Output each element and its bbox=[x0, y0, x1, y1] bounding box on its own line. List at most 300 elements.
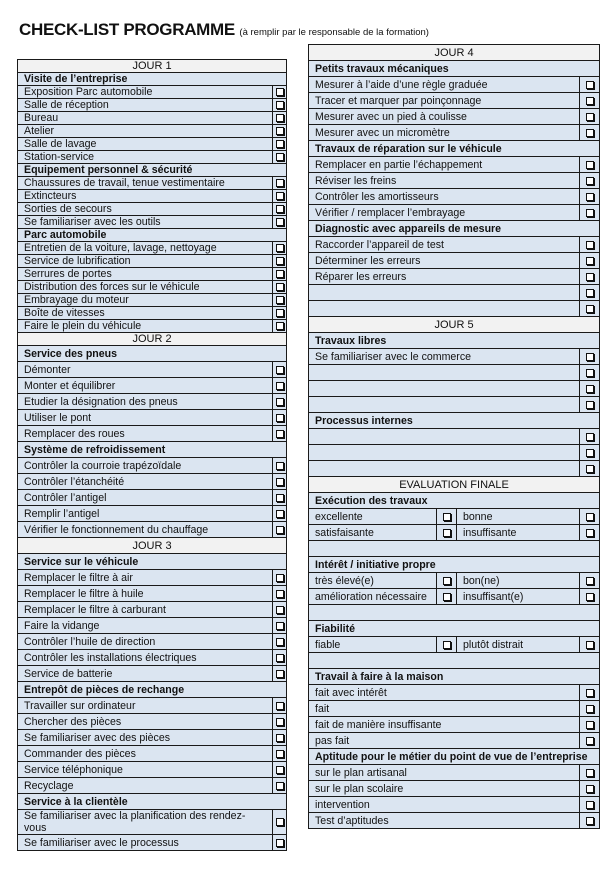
checkbox-cell[interactable] bbox=[273, 125, 287, 138]
item-label: Salle de réception bbox=[18, 99, 273, 112]
checklist-item bbox=[18, 602, 287, 618]
item-label: fait avec intérêt bbox=[309, 685, 580, 701]
checkbox-icon[interactable] bbox=[443, 513, 451, 521]
checkbox-icon[interactable] bbox=[276, 510, 284, 518]
spacer-cell bbox=[309, 653, 600, 669]
item-label: Mesurer à l’aide d’une règle graduée bbox=[309, 77, 580, 93]
checkbox-cell[interactable] bbox=[580, 797, 600, 813]
section-header-row bbox=[309, 493, 600, 509]
checklist-item bbox=[309, 301, 600, 317]
checkbox-icon[interactable] bbox=[586, 529, 594, 537]
item-label: Remplacer le filtre à air bbox=[18, 570, 273, 586]
checkbox-cell[interactable] bbox=[580, 365, 600, 381]
checkbox-cell[interactable] bbox=[580, 93, 600, 109]
evaluation-item bbox=[309, 685, 600, 701]
checkbox-icon[interactable] bbox=[443, 577, 451, 585]
checkbox-icon[interactable] bbox=[276, 257, 284, 265]
option-label: fiable bbox=[309, 637, 437, 653]
checkbox-cell[interactable] bbox=[580, 701, 600, 717]
checklist-item bbox=[18, 426, 287, 442]
checklist-item bbox=[18, 307, 287, 320]
checkbox-cell[interactable] bbox=[273, 268, 287, 281]
checkbox-cell[interactable] bbox=[580, 781, 600, 797]
checkbox-icon[interactable] bbox=[586, 801, 594, 809]
checkbox-icon[interactable] bbox=[276, 670, 284, 678]
checkbox-icon[interactable] bbox=[276, 526, 284, 534]
checkbox-cell[interactable] bbox=[580, 173, 600, 189]
section-header-row bbox=[18, 794, 287, 810]
day-header: EVALUATION FINALE bbox=[309, 477, 600, 493]
checklist-item bbox=[18, 778, 287, 794]
checkbox-cell[interactable] bbox=[580, 525, 600, 541]
checkbox-cell[interactable] bbox=[273, 698, 287, 714]
evaluation-option-row bbox=[309, 637, 600, 653]
item-label: Station-service bbox=[18, 151, 273, 164]
checkbox-cell[interactable] bbox=[580, 253, 600, 269]
checkbox-cell[interactable] bbox=[273, 138, 287, 151]
checkbox-cell[interactable] bbox=[580, 269, 600, 285]
checkbox-icon[interactable] bbox=[276, 750, 284, 758]
checkbox-cell[interactable] bbox=[580, 381, 600, 397]
checkbox-cell[interactable] bbox=[273, 458, 287, 474]
checklist-item bbox=[18, 177, 287, 190]
item-label: Vérifier le fonctionnement du chauffage bbox=[18, 522, 273, 538]
checklist-item bbox=[18, 634, 287, 650]
checklist-item bbox=[18, 125, 287, 138]
title-subtitle: (à remplir par le responsable de la formation) bbox=[239, 27, 429, 38]
evaluation-option-row bbox=[309, 525, 600, 541]
item-label: Distribution des forces sur le véhicule bbox=[18, 281, 273, 294]
checkbox-icon[interactable] bbox=[276, 606, 284, 614]
day-header: JOUR 1 bbox=[18, 60, 287, 73]
checkbox-icon[interactable] bbox=[586, 97, 594, 105]
spacer-row bbox=[309, 605, 600, 621]
day-header: JOUR 3 bbox=[18, 538, 287, 554]
checkbox-icon[interactable] bbox=[586, 209, 594, 217]
checkbox-icon[interactable] bbox=[276, 702, 284, 710]
checkbox-cell[interactable] bbox=[273, 618, 287, 634]
checkbox-cell[interactable] bbox=[273, 570, 287, 586]
checkbox-icon[interactable] bbox=[586, 785, 594, 793]
item-label: Sorties de secours bbox=[18, 203, 273, 216]
checkbox-icon[interactable] bbox=[276, 590, 284, 598]
checklist-item bbox=[309, 77, 600, 93]
checklist-item bbox=[18, 138, 287, 151]
item-label: Contrôler l’huile de direction bbox=[18, 634, 273, 650]
checkbox-cell[interactable] bbox=[273, 650, 287, 666]
spacer-cell bbox=[309, 541, 600, 557]
checkbox-cell[interactable] bbox=[580, 685, 600, 701]
item-label: sur le plan artisanal bbox=[309, 765, 580, 781]
section-header-row bbox=[309, 749, 600, 765]
day-header-row bbox=[309, 477, 600, 493]
checklist-item bbox=[309, 237, 600, 253]
checkbox-icon[interactable] bbox=[586, 385, 594, 393]
checkbox-cell[interactable] bbox=[273, 586, 287, 602]
item-label: Monter et équilibrer bbox=[18, 378, 273, 394]
checkbox-icon[interactable] bbox=[586, 161, 594, 169]
checkbox-cell[interactable] bbox=[580, 445, 600, 461]
item-label: Service téléphonique bbox=[18, 762, 273, 778]
item-label: Utiliser le pont bbox=[18, 410, 273, 426]
checklist-item bbox=[309, 109, 600, 125]
checkbox-cell[interactable] bbox=[580, 205, 600, 221]
item-label: pas fait bbox=[309, 733, 580, 749]
checkbox-icon[interactable] bbox=[586, 433, 594, 441]
checkbox-icon[interactable] bbox=[443, 529, 451, 537]
checkbox-icon[interactable] bbox=[276, 366, 284, 374]
checkbox-cell[interactable] bbox=[580, 77, 600, 93]
item-label: Déterminer les erreurs bbox=[309, 253, 580, 269]
checkbox-icon[interactable] bbox=[276, 818, 284, 826]
section-title: Exécution des travaux bbox=[309, 493, 600, 509]
day-header-row bbox=[18, 538, 287, 554]
section-title: Parc automobile bbox=[18, 229, 287, 242]
day-header-row bbox=[18, 333, 287, 346]
checklist-item bbox=[18, 810, 287, 835]
item-label: Tracer et marquer par poinçonnage bbox=[309, 93, 580, 109]
checkbox-cell[interactable] bbox=[273, 634, 287, 650]
checklist-item bbox=[18, 86, 287, 99]
section-title: Processus internes bbox=[309, 413, 600, 429]
checkbox-icon[interactable] bbox=[276, 766, 284, 774]
checkbox-cell[interactable] bbox=[580, 237, 600, 253]
section-title: Service des pneus bbox=[18, 346, 287, 362]
checkbox-cell[interactable] bbox=[273, 394, 287, 410]
evaluation-item bbox=[309, 797, 600, 813]
checklist-item bbox=[18, 730, 287, 746]
item-label bbox=[309, 285, 580, 301]
checkbox-icon[interactable] bbox=[276, 270, 284, 278]
checkbox-icon[interactable] bbox=[276, 218, 284, 226]
checkbox-cell[interactable] bbox=[580, 125, 600, 141]
checkbox-cell[interactable] bbox=[437, 525, 457, 541]
checkbox-icon[interactable] bbox=[276, 205, 284, 213]
section-header-row bbox=[18, 229, 287, 242]
checklist-days-1-3 bbox=[17, 59, 287, 851]
checkbox-cell[interactable] bbox=[580, 301, 600, 317]
section-header-row bbox=[18, 682, 287, 698]
checkbox-icon[interactable] bbox=[586, 369, 594, 377]
checkbox-icon[interactable] bbox=[586, 513, 594, 521]
checklist-item bbox=[309, 381, 600, 397]
checkbox-icon[interactable] bbox=[586, 273, 594, 281]
item-label: Réviser les freins bbox=[309, 173, 580, 189]
checkbox-cell[interactable] bbox=[273, 362, 287, 378]
section-title: Equipement personnel & sécurité bbox=[18, 164, 287, 177]
item-label: intervention bbox=[309, 797, 580, 813]
checkbox-icon[interactable] bbox=[586, 305, 594, 313]
item-label: fait bbox=[309, 701, 580, 717]
checkbox-icon[interactable] bbox=[276, 127, 284, 135]
checklist-item bbox=[18, 378, 287, 394]
item-label: Se familiariser avec le processus bbox=[18, 835, 273, 851]
checklist-item bbox=[18, 281, 287, 294]
checklist-item bbox=[18, 394, 287, 410]
spacer-cell bbox=[309, 605, 600, 621]
checkbox-icon[interactable] bbox=[586, 593, 594, 601]
checkbox-icon[interactable] bbox=[586, 737, 594, 745]
checkbox-cell[interactable] bbox=[273, 426, 287, 442]
checklist-item bbox=[18, 362, 287, 378]
checkbox-cell[interactable] bbox=[273, 255, 287, 268]
checkbox-cell[interactable] bbox=[273, 506, 287, 522]
checkbox-cell[interactable] bbox=[273, 203, 287, 216]
checkbox-cell[interactable] bbox=[273, 99, 287, 112]
checkbox-icon[interactable] bbox=[276, 179, 284, 187]
checkbox-cell[interactable] bbox=[437, 589, 457, 605]
item-label: Mesurer avec un pied à coulisse bbox=[309, 109, 580, 125]
checkbox-icon[interactable] bbox=[586, 401, 594, 409]
option-label: excellente bbox=[309, 509, 437, 525]
item-label: Se familiariser avec le commerce bbox=[309, 349, 580, 365]
checkbox-icon[interactable] bbox=[276, 430, 284, 438]
checkbox-cell[interactable] bbox=[273, 835, 287, 851]
checklist-item bbox=[18, 99, 287, 112]
item-label: Se familiariser avec les outils bbox=[18, 216, 273, 229]
checkbox-cell[interactable] bbox=[273, 294, 287, 307]
checklist-item bbox=[18, 650, 287, 666]
checkbox-icon[interactable] bbox=[586, 641, 594, 649]
checklist-item bbox=[18, 746, 287, 762]
checkbox-cell[interactable] bbox=[273, 307, 287, 320]
checklist-item bbox=[18, 474, 287, 490]
option-label: bonne bbox=[457, 509, 580, 525]
item-label: Faire le plein du véhicule bbox=[18, 320, 273, 333]
item-label: Mesurer avec un micromètre bbox=[309, 125, 580, 141]
checkbox-icon[interactable] bbox=[276, 153, 284, 161]
checkbox-cell[interactable] bbox=[273, 602, 287, 618]
checkbox-icon[interactable] bbox=[586, 113, 594, 121]
checkbox-cell[interactable] bbox=[580, 589, 600, 605]
checkbox-cell[interactable] bbox=[273, 378, 287, 394]
item-label: Démonter bbox=[18, 362, 273, 378]
checkbox-icon[interactable] bbox=[276, 192, 284, 200]
checkbox-icon[interactable] bbox=[276, 734, 284, 742]
section-title: Aptitude pour le métier du point de vue de l’entreprise bbox=[309, 749, 600, 765]
checkbox-cell[interactable] bbox=[580, 189, 600, 205]
checkbox-icon[interactable] bbox=[276, 839, 284, 847]
item-label bbox=[309, 301, 580, 317]
checkbox-icon[interactable] bbox=[276, 478, 284, 486]
checklist-item bbox=[309, 253, 600, 269]
item-label: Recyclage bbox=[18, 778, 273, 794]
checkbox-icon[interactable] bbox=[276, 654, 284, 662]
checkbox-cell[interactable] bbox=[273, 281, 287, 294]
checkbox-icon[interactable] bbox=[276, 638, 284, 646]
checkbox-cell[interactable] bbox=[273, 490, 287, 506]
checkbox-cell[interactable] bbox=[580, 157, 600, 173]
checkbox-cell[interactable] bbox=[580, 813, 600, 829]
section-title: Système de refroidissement bbox=[18, 442, 287, 458]
checkbox-cell[interactable] bbox=[273, 242, 287, 255]
checklist-item bbox=[18, 506, 287, 522]
checkbox-cell[interactable] bbox=[437, 637, 457, 653]
checkbox-cell[interactable] bbox=[580, 509, 600, 525]
day-header: JOUR 5 bbox=[309, 317, 600, 333]
checkbox-icon[interactable] bbox=[443, 641, 451, 649]
checkbox-cell[interactable] bbox=[580, 429, 600, 445]
checkbox-cell[interactable] bbox=[580, 397, 600, 413]
item-label bbox=[309, 461, 580, 477]
checkbox-icon[interactable] bbox=[276, 414, 284, 422]
checklist-item bbox=[18, 242, 287, 255]
checkbox-cell[interactable] bbox=[580, 285, 600, 301]
checkbox-cell[interactable] bbox=[273, 410, 287, 426]
item-label bbox=[309, 429, 580, 445]
checkbox-icon[interactable] bbox=[586, 721, 594, 729]
item-label: Commander des pièces bbox=[18, 746, 273, 762]
checkbox-icon[interactable] bbox=[276, 462, 284, 470]
checkbox-icon[interactable] bbox=[276, 309, 284, 317]
option-label: plutôt distrait bbox=[457, 637, 580, 653]
checkbox-icon[interactable] bbox=[276, 782, 284, 790]
checkbox-cell[interactable] bbox=[273, 190, 287, 203]
checkbox-cell[interactable] bbox=[580, 637, 600, 653]
section-title: Service à la clientèle bbox=[18, 794, 287, 810]
checkbox-cell[interactable] bbox=[273, 762, 287, 778]
checkbox-icon[interactable] bbox=[586, 705, 594, 713]
checkbox-icon[interactable] bbox=[276, 140, 284, 148]
checklist-days-4-5 bbox=[308, 44, 600, 477]
checkbox-icon[interactable] bbox=[586, 129, 594, 137]
checkbox-cell[interactable] bbox=[580, 765, 600, 781]
checkbox-cell[interactable] bbox=[273, 86, 287, 99]
checkbox-icon[interactable] bbox=[586, 465, 594, 473]
checkbox-icon[interactable] bbox=[586, 193, 594, 201]
checkbox-cell[interactable] bbox=[273, 216, 287, 229]
title-main: CHECK-LIST PROGRAMME bbox=[19, 20, 235, 39]
item-label: Se familiariser avec la planification des rendez-vous bbox=[18, 810, 273, 835]
evaluation-item bbox=[309, 701, 600, 717]
section-header-row bbox=[18, 554, 287, 570]
checklist-item bbox=[18, 255, 287, 268]
checkbox-icon[interactable] bbox=[586, 769, 594, 777]
option-label: très élevé(e) bbox=[309, 573, 437, 589]
item-label: Remplacer des roues bbox=[18, 426, 273, 442]
checkbox-icon[interactable] bbox=[276, 283, 284, 291]
checkbox-icon[interactable] bbox=[276, 574, 284, 582]
checkbox-icon[interactable] bbox=[276, 622, 284, 630]
section-header-row bbox=[18, 346, 287, 362]
checkbox-icon[interactable] bbox=[276, 322, 284, 330]
checklist-item bbox=[18, 294, 287, 307]
item-label bbox=[309, 365, 580, 381]
item-label: Chercher des pièces bbox=[18, 714, 273, 730]
section-title: Petits travaux mécaniques bbox=[309, 61, 600, 77]
checkbox-icon[interactable] bbox=[586, 177, 594, 185]
checkbox-cell[interactable] bbox=[273, 177, 287, 190]
checkbox-cell[interactable] bbox=[273, 151, 287, 164]
checkbox-icon[interactable] bbox=[276, 88, 284, 96]
section-header-row bbox=[309, 61, 600, 77]
checklist-item bbox=[18, 835, 287, 851]
section-header-row bbox=[18, 442, 287, 458]
item-label: Travailler sur ordinateur bbox=[18, 698, 273, 714]
checkbox-cell[interactable] bbox=[580, 349, 600, 365]
checkbox-cell[interactable] bbox=[580, 717, 600, 733]
checklist-item bbox=[309, 125, 600, 141]
checkbox-icon[interactable] bbox=[276, 398, 284, 406]
item-label: Se familiariser avec des pièces bbox=[18, 730, 273, 746]
item-label: Remplacer le filtre à carburant bbox=[18, 602, 273, 618]
checkbox-cell[interactable] bbox=[580, 109, 600, 125]
checkbox-cell[interactable] bbox=[273, 730, 287, 746]
item-label: Etudier la désignation des pneus bbox=[18, 394, 273, 410]
checkbox-icon[interactable] bbox=[276, 718, 284, 726]
checkbox-icon[interactable] bbox=[276, 114, 284, 122]
checkbox-icon[interactable] bbox=[586, 817, 594, 825]
evaluation-item bbox=[309, 781, 600, 797]
checkbox-cell[interactable] bbox=[273, 112, 287, 125]
checkbox-icon[interactable] bbox=[276, 382, 284, 390]
section-header-row bbox=[309, 557, 600, 573]
checkbox-cell[interactable] bbox=[273, 714, 287, 730]
item-label: Entretien de la voiture, lavage, nettoyage bbox=[18, 242, 273, 255]
section-header-row bbox=[309, 221, 600, 237]
checkbox-cell[interactable] bbox=[580, 733, 600, 749]
checkbox-icon[interactable] bbox=[586, 689, 594, 697]
item-label: Contrôler la courroie trapézoïdale bbox=[18, 458, 273, 474]
checkbox-icon[interactable] bbox=[586, 449, 594, 457]
option-label: satisfaisante bbox=[309, 525, 437, 541]
evaluation-item bbox=[309, 813, 600, 829]
checklist-item bbox=[18, 570, 287, 586]
checkbox-icon[interactable] bbox=[276, 244, 284, 252]
checkbox-cell[interactable] bbox=[580, 573, 600, 589]
spacer-row bbox=[309, 541, 600, 557]
day-header: JOUR 2 bbox=[18, 333, 287, 346]
evaluation-item bbox=[309, 765, 600, 781]
section-header-row bbox=[309, 413, 600, 429]
section-header-row bbox=[18, 73, 287, 86]
checkbox-cell[interactable] bbox=[273, 320, 287, 333]
checkbox-icon[interactable] bbox=[586, 257, 594, 265]
checklist-item bbox=[309, 173, 600, 189]
checkbox-cell[interactable] bbox=[273, 474, 287, 490]
checkbox-icon[interactable] bbox=[276, 296, 284, 304]
checkbox-cell[interactable] bbox=[437, 573, 457, 589]
checkbox-icon[interactable] bbox=[586, 81, 594, 89]
checkbox-cell[interactable] bbox=[273, 666, 287, 682]
checkbox-cell[interactable] bbox=[580, 461, 600, 477]
checklist-item bbox=[18, 698, 287, 714]
checklist-item bbox=[18, 203, 287, 216]
checkbox-cell[interactable] bbox=[273, 810, 287, 835]
checkbox-cell[interactable] bbox=[273, 522, 287, 538]
checklist-item bbox=[309, 269, 600, 285]
checkbox-cell[interactable] bbox=[273, 746, 287, 762]
checkbox-icon[interactable] bbox=[443, 593, 451, 601]
section-header-row bbox=[18, 164, 287, 177]
section-title: Intérêt / initiative propre bbox=[309, 557, 600, 573]
checkbox-icon[interactable] bbox=[276, 494, 284, 502]
checkbox-cell[interactable] bbox=[273, 778, 287, 794]
checkbox-icon[interactable] bbox=[586, 289, 594, 297]
checklist-item bbox=[309, 93, 600, 109]
checkbox-icon[interactable] bbox=[586, 241, 594, 249]
checklist-item bbox=[309, 285, 600, 301]
checklist-item bbox=[309, 157, 600, 173]
item-label bbox=[309, 381, 580, 397]
checklist-item bbox=[18, 190, 287, 203]
item-label: Test d’aptitudes bbox=[309, 813, 580, 829]
checkbox-cell[interactable] bbox=[437, 509, 457, 525]
checkbox-icon[interactable] bbox=[586, 353, 594, 361]
item-label: fait de manière insuffisante bbox=[309, 717, 580, 733]
checkbox-icon[interactable] bbox=[276, 101, 284, 109]
checkbox-icon[interactable] bbox=[586, 577, 594, 585]
